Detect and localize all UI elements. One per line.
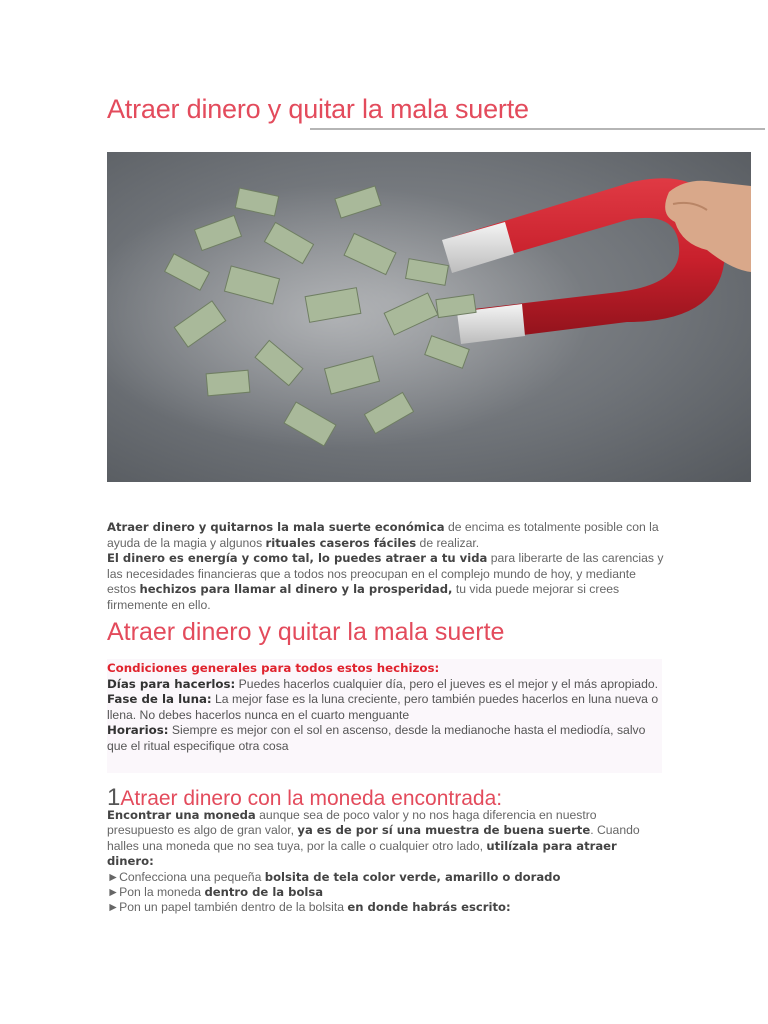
section-1-number: 1 (107, 784, 121, 811)
list-item-bold: dentro de la bolsa (204, 885, 324, 900)
section-heading: Atraer dinero y quitar la mala suerte (107, 618, 505, 646)
s1-bold-3: utilízala para atraer dinero: (107, 838, 617, 869)
intro-text-1: de encima es totalmente posible con la ayuda de la magia y algunos (107, 520, 659, 550)
list-item (107, 870, 667, 885)
section-1-title: Atraer dinero con la moneda encontrada: (120, 787, 503, 810)
magnet-illustration (107, 152, 751, 482)
conditions-header: Condiciones generales para todos estos hechizos: (107, 661, 440, 675)
conditions-box (107, 659, 662, 773)
list-item-text: ►Confecciona una pequeña (107, 869, 265, 884)
intro-text-4: tu vida puede mejorar si crees firmemente en ello. (107, 582, 620, 612)
section-1-body (107, 808, 667, 916)
intro-bold-2: rituales caseros fáciles (265, 535, 417, 550)
hero-image-magnet-money (107, 152, 751, 482)
list-item-bold: en donde habrás escrito: (347, 900, 511, 915)
s1-text-2: . Cuando halles una moneda que no sea tuya, por la calle o cualquier otro lado, (107, 823, 640, 853)
hours-label: Horarios: (107, 723, 169, 738)
moon-label: Fase de la luna: (107, 692, 212, 707)
intro-paragraph (107, 520, 667, 614)
days-label: Días para hacerlos: (107, 676, 236, 691)
hours-text: Siempre es mejor con el sol en ascenso, desde la medianoche hasta el mediodía, salvo que el ritual especifique otra cosa (107, 723, 646, 753)
list-item (107, 900, 667, 915)
intro-text-2: de realizar. (416, 535, 480, 550)
list-item-text: ►Pon la moneda (107, 885, 205, 900)
list-item-bold: bolsita de tela color verde, amarillo o dorado (264, 869, 561, 884)
intro-bold-3: El dinero es energía y como tal, lo puedes atraer a tu vida (107, 551, 488, 566)
intro-text-3: para liberarte de las carencias y las necesidades financieras que a todos nos preocupan en el complejo mundo de hoy, y mediante estos (107, 551, 664, 597)
list-item-text: ►Pon un papel también dentro de la bolsita (107, 900, 348, 915)
page-title: Atraer dinero y quitar la mala suerte (107, 94, 529, 124)
moon-text: La mejor fase es la luna creciente, pero también puedes hacerlos en luna nueva o llena. No debes hacerlos nunca en el cuarto menguante (107, 692, 659, 722)
s1-bold-2: ya es de por sí una muestra de buena suerte (297, 823, 591, 838)
intro-bold-4: hechizos para llamar al dinero y la prosperidad, (139, 582, 453, 597)
list-item (107, 885, 667, 900)
title-divider (310, 128, 765, 130)
intro-bold-1: Atraer dinero y quitarnos la mala suerte económica (107, 520, 445, 534)
s1-bold-1: Encontrar una moneda (107, 808, 256, 822)
days-text: Puedes hacerlos cualquier día, pero el jueves es el mejor y el más apropiado. (235, 676, 659, 691)
s1-text-1: aunque sea de poco valor y no nos haga diferencia en nuestro presupuesto es algo de gran valor, (107, 808, 597, 838)
